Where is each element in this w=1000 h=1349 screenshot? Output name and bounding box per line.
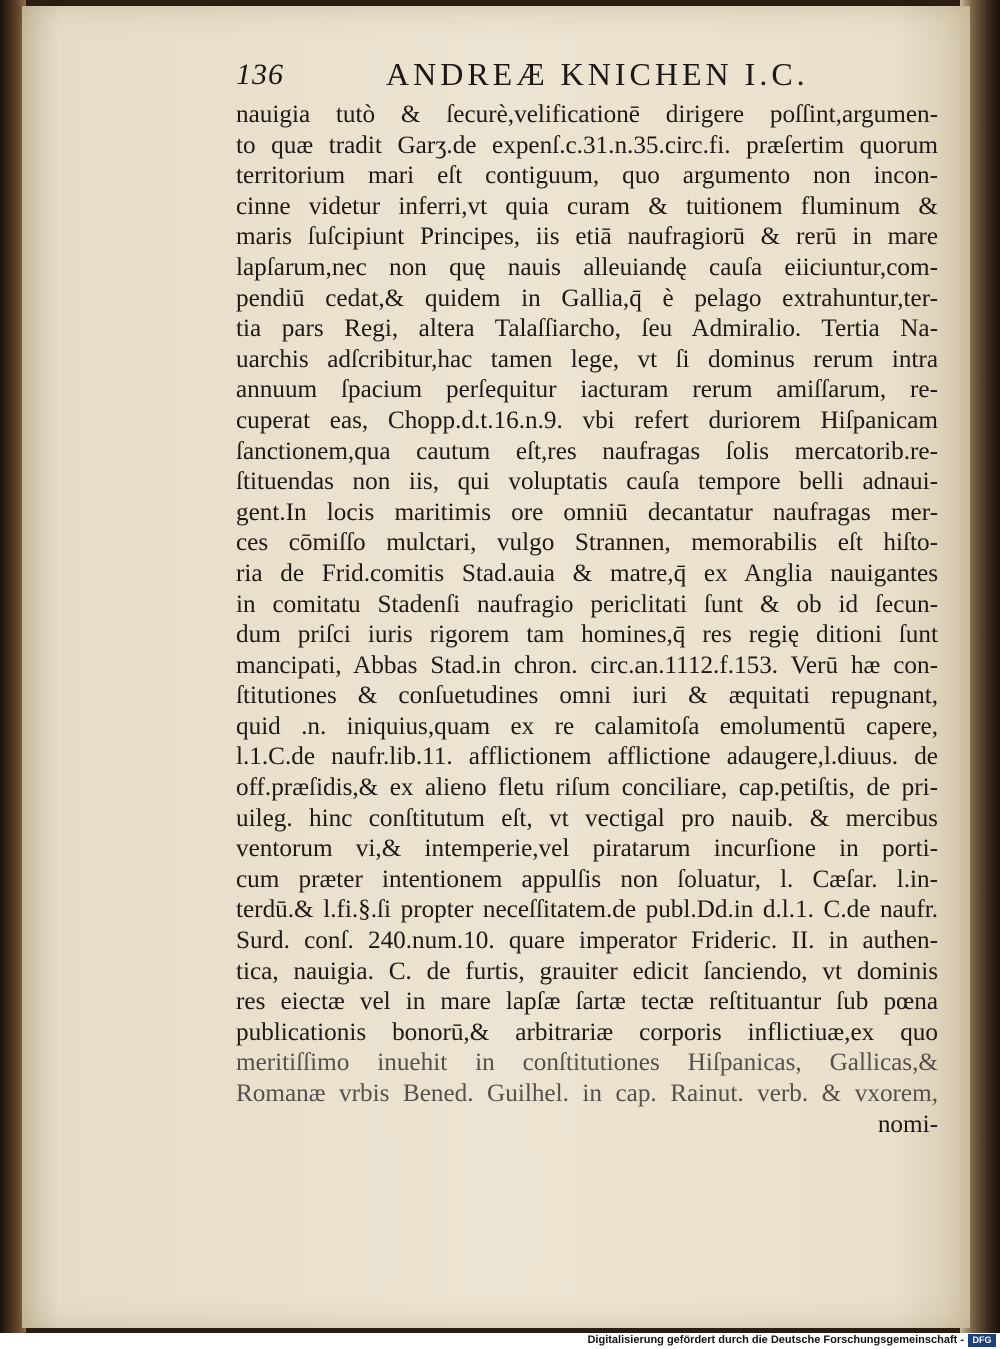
- text-line: ſtitutiones & conſuetudines omni iuri & æquitati repugnant,: [236, 682, 938, 710]
- text-line: maris ſuſcipiunt Principes, iis etiā naufragiorū & rerū in mare: [236, 223, 938, 251]
- text-line: annuum ſpacium perſequitur iacturam rerum amiſſarum, re-: [236, 376, 938, 404]
- catchword: nomi-: [877, 1110, 938, 1138]
- text-line: nauigia tutò & ſecurè,velificationē dirigere poſſint,argumen-: [236, 101, 938, 128]
- text-line: in comitatu Stadenſi naufragio periclitati ſunt & ob id ſecun-: [236, 590, 938, 618]
- text-line: res eiectæ vel in mare lapſæ ſartæ tectæ reſtituantur ſub pœna: [236, 988, 938, 1016]
- text-line: gent.In locis maritimis ore omniū decantatur naufragas mer-: [236, 498, 938, 526]
- text-line: tia pars Regi, altera Talaſſiarcho, ſeu Admiralio. Tertia Na-: [236, 315, 938, 343]
- text-line: territorium mari eſt contiguum, quo argumento non incon-: [236, 162, 938, 190]
- page-header: [236, 56, 936, 96]
- text-line: tica, nauigia. C. de furtis, grauiter edicit ſanciendo, vt dominis: [236, 957, 938, 985]
- text-line: ventorum vi,& intemperie,vel piratarum incurſione in porti-: [236, 835, 938, 863]
- text-line: ria de Frid.comitis Stad.auia & matre,q̄ ex Anglia nauigantes: [236, 559, 938, 587]
- text-line: Surd. conſ. 240.num.10. quare imperator Frideric. II. in authen-: [236, 927, 938, 955]
- text-line: dum priſci iuris rigorem tam homines,q̄ res regię ditioni ſunt: [236, 621, 938, 649]
- text-line: meritiſſimo inuehit in conſtitutiones Hiſpanicas, Gallicas,&: [236, 1049, 938, 1077]
- text-line: cuperat eas, Chopp.d.t.16.n.9. vbi refert duriorem Hiſpanicam: [236, 406, 938, 434]
- text-line: cinne videtur inferri,vt quia curam & tuitionem fluminum &: [236, 192, 938, 220]
- text-line: cum præter intentionem appulſis non ſoluatur, l. Cæſar. l.in-: [236, 865, 938, 893]
- text-line: pendiū cedat,& quidem in Gallia,q̄ è pelago extrahuntur,ter-: [236, 284, 938, 312]
- dfg-logo: DFG: [968, 1334, 996, 1347]
- body-text: [236, 100, 938, 1140]
- page-number: 136: [236, 58, 284, 91]
- text-line: uarchis adſcribitur,hac tamen lege, vt ſi dominus rerum intra: [236, 345, 938, 373]
- text-line: off.præſidis,& ex alieno fletu riſum conciliare, cap.petiſtis, de pri-: [236, 774, 938, 802]
- text-line: uileg. hinc conſtitutum eſt, vt vectigal pro nauib. & mercibus: [236, 804, 938, 832]
- text-line: l.1.C.de naufr.lib.11. afflictionem afflictione adaugere,l.diuus. de: [236, 743, 938, 771]
- text-line: ſtituendas non iis, qui voluptatis cauſa tempore belli adnaui-: [236, 468, 938, 496]
- text-line: mancipati, Abbas Stad.in chron. circ.an.1112.f.153. Verū hæ con-: [236, 651, 938, 679]
- text-line: ces cōmiſſo mulctari, vulgo Strannen, memorabilis eſt hiſto-: [236, 529, 938, 557]
- running-head: ANDREÆ KNICHEN I.C.: [386, 56, 809, 92]
- text-line: publicationis bonorū,& arbitrariæ corporis inflictiuæ,ex quo: [236, 1018, 938, 1046]
- digitization-footer: [0, 1333, 1000, 1349]
- funding-credit: Digitalisierung gefördert durch die Deutsche Forschungsgemeinschaft -: [587, 1334, 964, 1346]
- text-line: terdū.& l.fi.§.ſi propter neceſſitatem.de publ.Dd.in d.l.1. C.de naufr.: [236, 896, 938, 924]
- text-line: quid .n. iniquius,quam ex re calamitoſa emolumentū capere,: [236, 712, 938, 740]
- text-line: to quæ tradit Garʒ.de expenſ.c.31.n.35.circ.fi. præſertim quorum: [236, 131, 938, 159]
- text-line: Romanæ vrbis Bened. Guilhel. in cap. Rainut. verb. & vxorem,: [236, 1080, 938, 1107]
- text-line: ſanctionem,qua cautum eſt,res naufragas ſolis mercatorib.re-: [236, 437, 938, 465]
- text-line: lapſarum,nec non quę nauis alleuiandę cauſa eiiciuntur,com-: [236, 253, 938, 281]
